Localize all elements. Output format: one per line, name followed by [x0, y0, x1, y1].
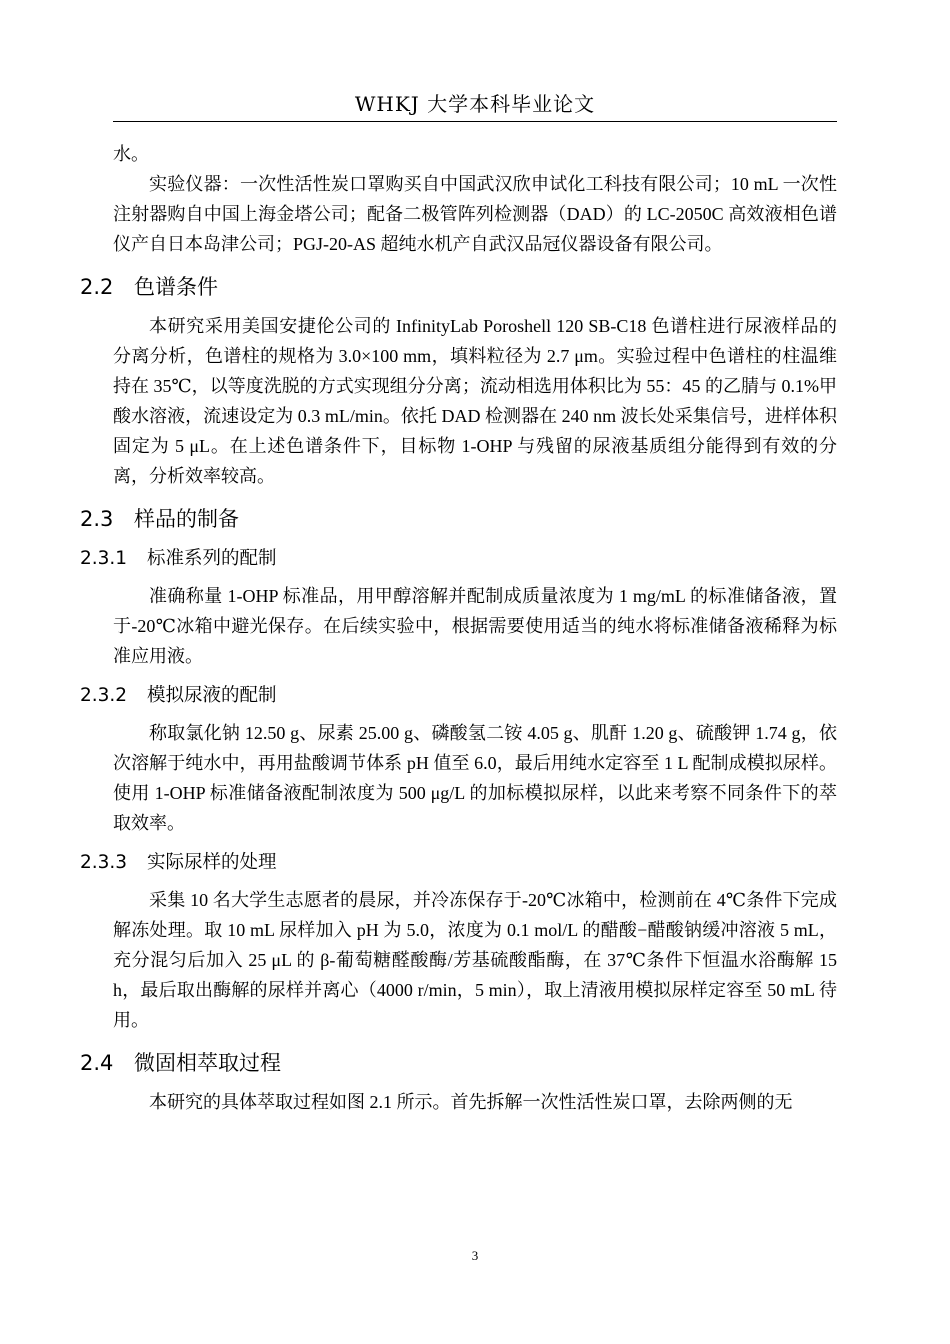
- section-title: 微固相萃取过程: [134, 1051, 281, 1075]
- subsection-number: 2.3.3: [80, 852, 128, 873]
- subsection-number: 2.3.1: [80, 548, 128, 569]
- section-number: 2.2: [80, 275, 114, 299]
- section-title: 样品的制备: [134, 507, 239, 531]
- subsection-heading-2-3-3: [80, 848, 837, 878]
- subsection-title: 标准系列的配制: [147, 548, 277, 569]
- paragraph-standard-series: 准确称量 1-OHP 标准品，用甲醇溶解并配制成质量浓度为 1 mg/mL 的标准储备液，置于-20℃冰箱中避光保存。在后续实验中，根据需要使用适当的纯水将标准储备液稀释为标准应用液。: [113, 586, 837, 666]
- paragraph-simulated-urine: 称取氯化钠 12.50 g、尿素 25.00 g、磷酸氢二铵 4.05 g、肌酐 1.20 g、硫酸钾 1.74 g，依次溶解于纯水中，再用盐酸调节体系 pH 值至 6.0，最后用纯水定容至 1 L 配制成模拟尿样。使用 1-OHP 标准储备液配制浓度为 500 μg/L 的加标模拟尿样，以此来考察不同条件下的萃取效率。: [113, 723, 837, 833]
- subsection-title: 模拟尿液的配制: [147, 685, 277, 706]
- section-heading-2-2: [80, 272, 837, 302]
- paragraph-instruments: 实验仪器：一次性活性炭口罩购买自中国武汉欣申试化工科技有限公司；10 mL 一次性注射器购自中国上海金塔公司；配备二极管阵列检测器（DAD）的 LC-2050C 高效液相色谱仪产自日本岛津公司；PGJ-20-AS 超纯水机产自武汉品冠仪器设备有限公司。: [113, 174, 837, 254]
- subsection-title: 实际尿样的处理: [147, 852, 277, 873]
- section-heading-2-3: [80, 504, 837, 534]
- running-header: WHKJ 大学本科毕业论文: [354, 92, 596, 116]
- paragraph-real-urine: 采集 10 名大学生志愿者的晨尿，并冷冻保存于-20℃冰箱中，检测前在 4℃条件下完成解冻处理。取 10 mL 尿样加入 pH 为 5.0，浓度为 0.1 mol/L 的醋酸−醋酸钠缓冲溶液 5 mL，充分混匀后加入 25 μL 的 β-葡萄糖醛酸酶/芳基硫酸酯酶，在 37℃条件下恒温水浴酶解 15 h，最后取出酶解的尿样并离心（4000 r/min，5 min），取上清液用模拟尿样定容至 50 mL 待用。: [113, 890, 837, 1030]
- paragraph-extraction: 本研究的具体萃取过程如图 2.1 所示。首先拆解一次性活性炭口罩，去除两侧的无: [149, 1092, 793, 1112]
- section-number: 2.4: [80, 1051, 114, 1075]
- subsection-heading-2-3-2: [80, 681, 837, 711]
- section-heading-2-4: [80, 1048, 837, 1078]
- paragraph-chromatography: 本研究采用美国安捷伦公司的 InfinityLab Poroshell 120 SB-C18 色谱柱进行尿液样品的分离分析，色谱柱的规格为 3.0×100 mm，填料粒径为 2.7 μm。实验过程中色谱柱的柱温维持在 35℃，以等度洗脱的方式实现组分分离；流动相选用体积比为 55：45 的乙腈与 0.1%甲酸水溶液，流速设定为 0.3 mL/min。依托 DAD 检测器在 240 nm 波长处采集信号，进样体积固定为 5 μL。在上述色谱条件下，目标物 1-OHP 与残留的尿液基质组分能得到有效的分离，分析效率较高。: [113, 316, 837, 486]
- header-rule: [113, 121, 837, 122]
- subsection-heading-2-3-1: [80, 544, 837, 574]
- paragraph-continuation: 水。: [113, 144, 149, 164]
- section-number: 2.3: [80, 507, 114, 531]
- subsection-number: 2.3.2: [80, 685, 128, 706]
- page-number: 3: [471, 1248, 479, 1263]
- document-body: [80, 139, 837, 1117]
- section-title: 色谱条件: [134, 275, 218, 299]
